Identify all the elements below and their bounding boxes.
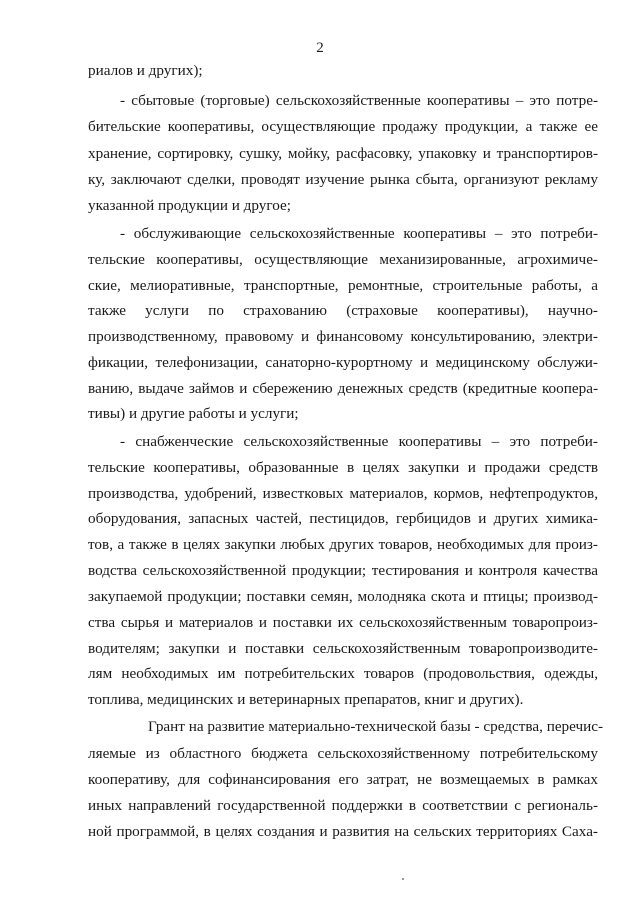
text-line: тивы) и другие работы и услуги; — [88, 405, 299, 422]
text-line: - снабженческие сельскохозяйственные кооперативы – это потреби- — [120, 433, 598, 450]
text-line: иных направлений государственной поддержки в соответствии с региональ- — [88, 797, 598, 814]
text-line: указанной продукции и другое; — [88, 197, 291, 214]
scan-speck — [402, 878, 404, 880]
text-line: риалов и других); — [88, 62, 203, 79]
text-line: закупаемой продукции; поставки семян, молодняка скота и птицы; производ- — [88, 588, 598, 605]
text-line: также услуги по страхованию (страховые кооперативы), научно- — [88, 302, 598, 319]
text-line: ной программой, в целях создания и развития на сельских территориях Саха- — [88, 823, 598, 840]
text-line: тов, а также в целях закупки любых других товаров, необходимых для произ- — [88, 536, 598, 553]
text-line: оборудования, запасных частей, пестицидов, гербицидов и других химика- — [88, 510, 598, 527]
text-line: лям необходимых им потребительских товаров (продовольствия, одежды, — [88, 665, 598, 682]
text-line: хранение, сортировку, сушку, мойку, расфасовку, упаковку и транспортиров- — [88, 145, 598, 162]
text-line: водства сельскохозяйственной продукции; тестирования и контроля качества — [88, 562, 598, 579]
text-line: водителям; закупки и поставки сельскохозяйственным товаропроизводите- — [88, 640, 598, 657]
text-line: топлива, медицинских и ветеринарных препаратов, книг и других). — [88, 691, 524, 708]
text-line: производства, удобрений, известковых материалов, кормов, нефтепродуктов, — [88, 485, 598, 502]
text-line: кооперативу, для софинансирования его затрат, не возмещаемых в рамках — [88, 771, 598, 788]
text-line: ские, мелиоративные, транспортные, ремонтные, строительные работы, а — [88, 277, 598, 294]
text-line: фикации, телефонизации, санаторно-курортному и медицинскому обслужи- — [88, 354, 598, 371]
page-number: 2 — [316, 40, 324, 56]
text-line: тельские кооперативы, осуществляющие механизированные, агрохимиче- — [88, 251, 598, 268]
text-line: тельские кооперативы, образованные в целях закупки и продажи средств — [88, 459, 598, 476]
text-line: ванию, выдаче займов и сбережению денежных средств (кредитные коопера- — [88, 380, 598, 397]
text-line: ства сырья и материалов и поставки их сельскохозяйственным товаропроиз- — [88, 614, 598, 631]
text-line: ляемые из областного бюджета сельскохозяйственному потребительскому — [88, 745, 598, 762]
text-line: ку, заключают сделки, проводят изучение рынка сбыта, организуют рекламу — [88, 171, 598, 188]
text-line: бительские кооперативы, осуществляющие продажу продукции, а также ее — [88, 118, 598, 135]
text-line: - сбытовые (торговые) сельскохозяйственные кооперативы – это потре- — [120, 92, 598, 109]
text-line: Грант на развитие материально-технической базы - средства, перечис- — [148, 718, 604, 735]
text-line: - обслуживающие сельскохозяйственные кооперативы – это потреби- — [120, 225, 598, 242]
text-line: производственному, правовому и финансовому консультированию, электри- — [88, 328, 598, 345]
